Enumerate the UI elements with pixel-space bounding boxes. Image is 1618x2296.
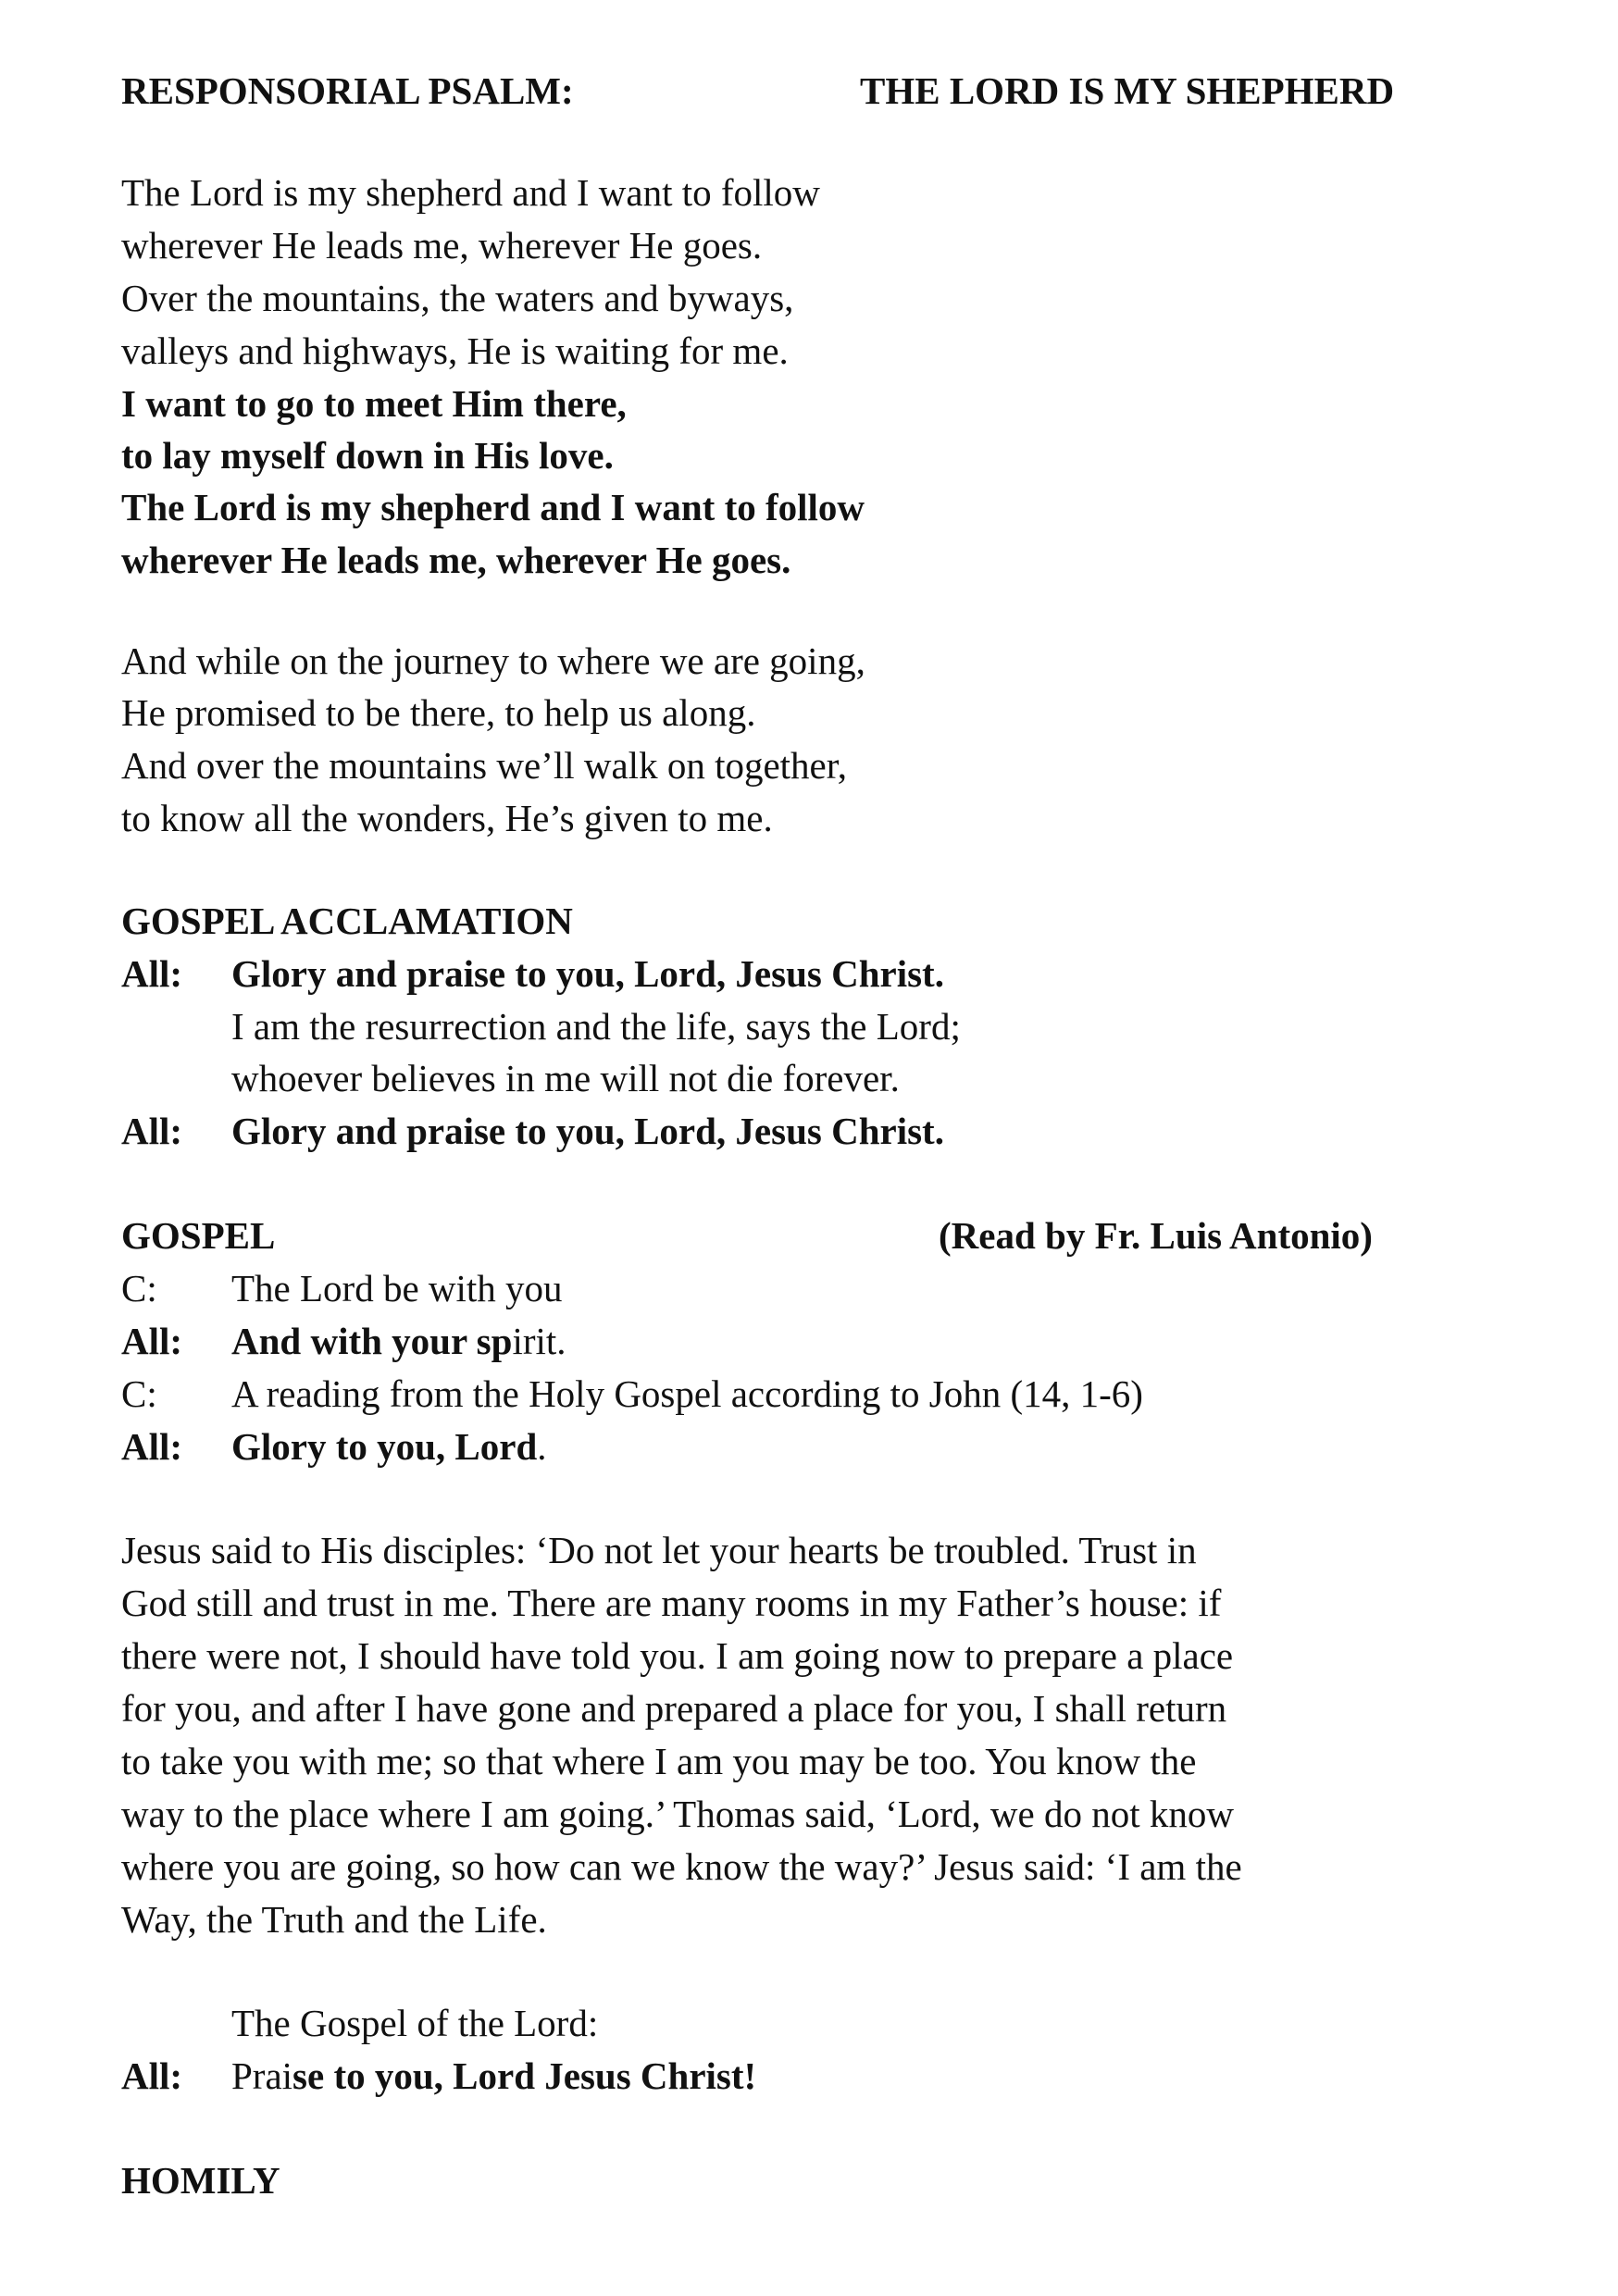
psalm-refrain-line: The Lord is my shepherd and I want to follow [121,486,865,528]
dialogue-response-normal: . [537,1425,547,1468]
psalm-verse1-line: wherever He leads me, wherever He goes. [121,224,763,267]
acclamation-verse-line: I am the resurrection and the life, says the Lord; [231,1005,961,1048]
psalm-refrain-line: to lay myself down in His love. [121,434,614,477]
psalm-verse2-line: He promised to be there, to help us along. [121,691,756,734]
gospel-passage-line: Way, the Truth and the Life. [121,1898,547,1941]
gospel-passage-line: where you are going, so how can we know the way?’ Jesus said: ‘I am the [121,1845,1242,1888]
final-response-normal: Prai [231,2054,293,2097]
dialogue-text: The Lord be with you [231,1267,563,1309]
final-response [231,2054,757,2097]
dialogue-speaker: All: [121,1425,183,1468]
psalm-verse1-line: valleys and highways, He is waiting for me. [121,329,789,372]
gospel-reader: (Read by Fr. Luis Antonio) [939,1214,1373,1257]
acclamation-verse-line: whoever believes in me will not die forever. [231,1057,900,1099]
psalm-verse1-line: Over the mountains, the waters and byways, [121,277,794,319]
psalm-verse1-line: The Lord is my shepherd and I want to follow [121,171,820,214]
dialogue-speaker: C: [121,1372,157,1415]
psalm-verse2-line: And while on the journey to where we are going, [121,639,865,682]
dialogue-text: A reading from the Holy Gospel according to John (14, 1-6) [231,1372,1143,1415]
dialogue-speaker: All: [121,1320,183,1362]
dialogue-response-normal: irit. [512,1320,566,1362]
acclamation-response: Glory and praise to you, Lord, Jesus Christ. [231,952,944,995]
gospel-heading: GOSPEL [121,1214,276,1257]
gospel-passage-line: way to the place where I am going.’ Thomas said, ‘Lord, we do not know [121,1793,1234,1835]
dialogue-response [231,1425,547,1468]
acclamation-heading: GOSPEL ACCLAMATION [121,900,573,942]
gospel-passage-line: there were not, I should have told you. I am going now to prepare a place [121,1634,1234,1677]
gospel-passage-line: for you, and after I have gone and prepared a place for you, I shall return [121,1687,1227,1730]
acclamation-response: Glory and praise to you, Lord, Jesus Christ. [231,1110,944,1152]
gospel-passage-line: to take you with me; so that where I am you may be too. You know the [121,1740,1197,1782]
gospel-closing: The Gospel of the Lord: [231,2002,599,2044]
homily-heading: HOMILY [121,2159,280,2202]
acclamation-speaker: All: [121,1110,183,1152]
gospel-passage-line: God still and trust in me. There are many rooms in my Father’s house: if [121,1582,1222,1624]
psalm-refrain-line: I want to go to meet Him there, [121,382,627,425]
psalm-verse2-line: to know all the wonders, He’s given to me. [121,797,773,839]
psalm-refrain-line: wherever He leads me, wherever He goes. [121,539,791,581]
gospel-passage-line: Jesus said to His disciples: ‘Do not let your hearts be troubled. Trust in [121,1529,1197,1571]
final-response-bold: se to you, Lord Jesus Christ! [292,2054,757,2097]
acclamation-speaker: All: [121,952,183,995]
psalm-heading: RESPONSORIAL PSALM: [121,69,574,112]
dialogue-response-bold: And with your sp [231,1320,513,1362]
psalm-verse2-line: And over the mountains we’ll walk on together, [121,744,848,787]
dialogue-response [231,1322,566,1360]
psalm-title: THE LORD IS MY SHEPHERD [860,69,1395,112]
dialogue-response-bold: Glory to you, Lord [231,1425,538,1468]
final-speaker: All: [121,2054,183,2097]
dialogue-speaker: C: [121,1267,157,1309]
